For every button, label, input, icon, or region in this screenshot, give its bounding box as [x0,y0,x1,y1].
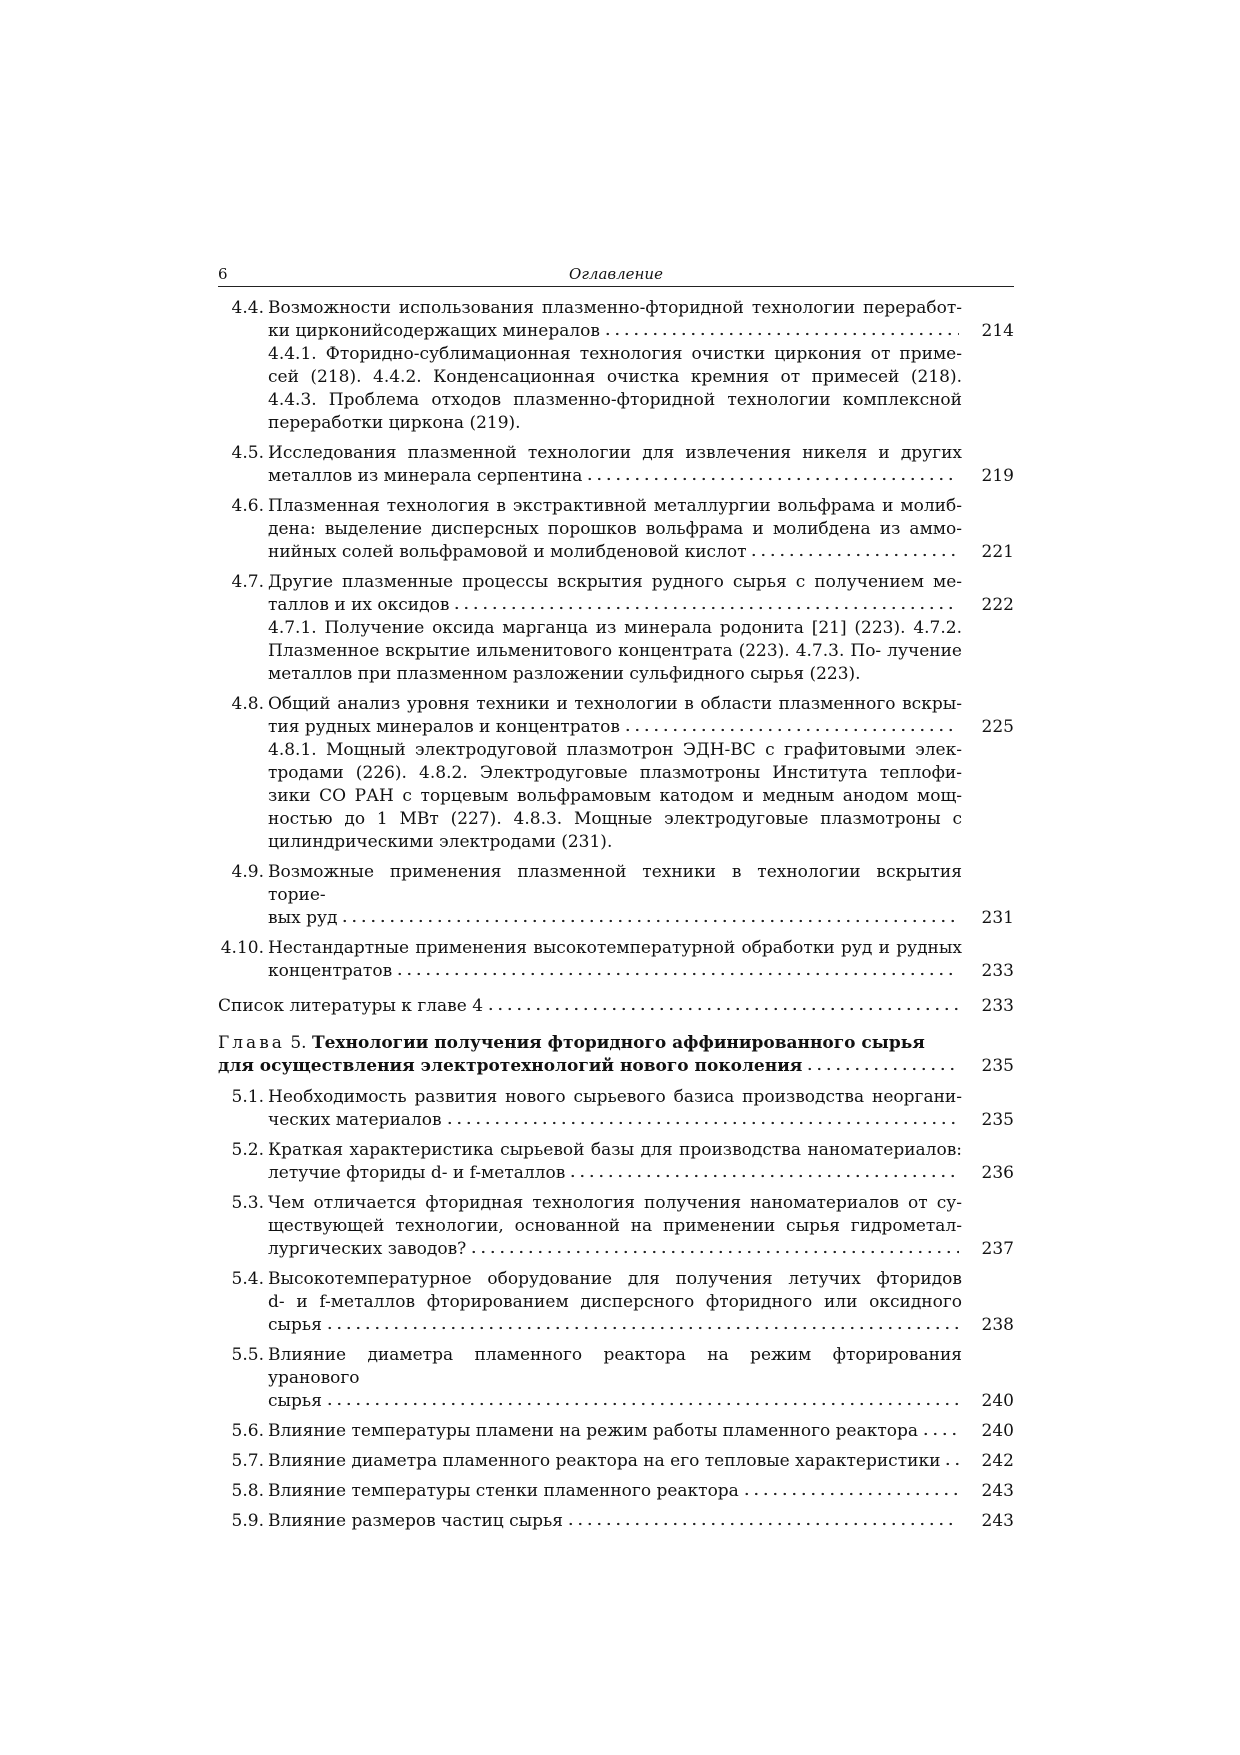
running-header [218,262,1014,287]
page-number: 6 [218,265,228,283]
toc-entry-last-line [268,907,962,930]
toc-entry-line: Общий анализ уровня техники и технологии в области плазменного вскры- [268,694,962,714]
toc-entry-line: Влияние диаметра пламенного реактора на его тепловые характеристики [268,1451,941,1471]
toc-entry-line: Необходимость развития нового сырьевого базиса производства неоргани- [268,1087,962,1107]
toc-entry-title [268,1139,962,1185]
toc-entry-title [268,571,962,617]
leader-dots [340,916,959,926]
leader-dots [921,1429,959,1439]
toc-subsections: 4.8.1. Мощный электродуговой плазмотрон ЭДН-ВС с графитовыми элек- тродами (226). 4.8.2. Электродуговые плазмотроны Института теплофи- зики СО РАН с торцевым вольфрамовым катодом и медным анодом мощ- ностью до 1 МВт (227). 4.8.3. Мощные электродуговые плазмотроны с цилиндрическими электродами (231). [268,740,962,852]
toc-entry-title [268,1192,962,1261]
leader-dots [486,1004,959,1014]
toc-entry-number: 4.8. [231,694,264,714]
table-of-contents [218,297,1014,1533]
toc-entry-line: ществующей технологии, основанной на применении сырья гидрометал- [268,1216,962,1236]
leader-dots [603,329,959,339]
toc-references-entry[interactable] [218,995,1014,1018]
toc-entry-number: 5.7. [231,1451,264,1471]
toc-entry-last-line [268,1390,962,1413]
chapter-title-line2: для осуществления электротехнологий нового поколения [218,1056,803,1076]
toc-entry-line: Исследования плазменной технологии для извлечения никеля и других [268,443,962,463]
toc-page-number: 235 [981,1056,1014,1076]
toc-entry-title [268,693,962,739]
toc-entry[interactable] [218,1192,1014,1261]
toc-entry-number: 5.5. [231,1345,264,1365]
toc-entry-number: 4.9. [231,862,264,882]
toc-page-number: 238 [981,1315,1014,1335]
toc-entry-last-line [268,541,962,564]
toc-page-number: 225 [981,717,1014,737]
leader-dots [805,1064,959,1074]
toc-entry-line: Возможности использования плазменно-фторидной технологии переработ- [268,298,962,318]
toc-entry-line: Высокотемпературное оборудование для получения летучих фторидов [268,1269,962,1289]
leader-dots [445,1118,959,1128]
toc-entry-number: 5.2. [231,1140,264,1160]
toc-entry[interactable] [218,1086,1014,1132]
toc-entry-title [268,1480,962,1503]
toc-page-number: 231 [981,908,1014,928]
toc-entry-line: Влияние температуры пламени на режим работы пламенного реактора [268,1421,918,1441]
toc-entry-last-line [268,1510,962,1533]
toc-entry-line: Влияние температуры стенки пламенного реактора [268,1481,739,1501]
toc-entry-number: 4.6. [231,496,264,516]
toc-entry-title [268,297,962,343]
toc-entry[interactable] [218,693,1014,854]
leader-dots [943,1459,959,1469]
toc-page-number: 240 [981,1391,1014,1411]
toc-entry-line: Краткая характеристика сырьевой базы для производства наноматериалов: [268,1140,962,1160]
toc-entry-line: металлов из минерала серпентина [268,466,583,486]
toc-entry-last-line [268,1420,962,1443]
toc-entry-last-line [268,1480,962,1503]
toc-entry-last-line [268,320,962,343]
toc-entry[interactable] [218,1450,1014,1473]
toc-entry-line: Чем отличается фторидная технология получения наноматериалов от су- [268,1193,962,1213]
toc-entry-number: 4.4. [231,298,264,318]
toc-entry-line: концентратов [268,961,393,981]
toc-page-number: 233 [981,996,1014,1016]
leader-dots [749,550,959,560]
toc-entry-title [268,937,962,983]
toc-entry-line: сырья [268,1391,322,1411]
toc-page-number: 240 [981,1421,1014,1441]
toc-subsections: 4.7.1. Получение оксида марганца из минерала родонита [21] (223). 4.7.2. Плазменное вскрытие ильменитового концентрата (223). 4.7.3. По- лучение металлов при плазменном разложении сульфидного сырья (223). [268,618,962,684]
toc-entry[interactable] [218,1268,1014,1337]
chapter-title-line1: Технологии получения фторидного аффинированного сырья [311,1033,925,1053]
toc-entry-line: лургических заводов? [268,1239,467,1259]
toc-entry-number: 5.9. [231,1511,264,1531]
toc-entry-number: 5.3. [231,1193,264,1213]
toc-entry-line: ческих материалов [268,1110,442,1130]
toc-entry-last-line [268,1314,962,1337]
leader-dots [325,1323,959,1333]
running-title: Оглавление [569,265,663,283]
toc-entry-line: дена: выделение дисперсных порошков вольфрама и молибдена из аммо- [268,519,962,539]
toc-page-number: 243 [981,1511,1014,1531]
toc-page-number: 235 [981,1110,1014,1130]
toc-entry-line: Влияние размеров частиц сырья [268,1511,564,1531]
toc-entry-title [268,861,962,930]
chapter-prefix: Глава [218,1033,285,1053]
toc-entry-line: тия рудных минералов и концентратов [268,717,620,737]
toc-entry-line: сырья [268,1315,322,1335]
toc-entry-last-line [268,960,962,983]
toc-entry-title [268,1450,962,1473]
toc-page-number: 222 [981,595,1014,615]
toc-entry-number: 4.10. [220,938,264,958]
chapter-number: 5. [290,1033,307,1053]
toc-entry-line: Плазменная технология в экстрактивной металлургии вольфрама и молиб- [268,496,962,516]
toc-entry-last-line [268,716,962,739]
toc-section-5 [218,1086,1014,1533]
toc-entry-title [268,442,962,488]
toc-entry-number: 5.1. [231,1087,264,1107]
toc-entry-title [268,495,962,564]
toc-entry[interactable] [218,1139,1014,1185]
toc-page-number: 243 [981,1481,1014,1501]
toc-section-4 [218,297,1014,983]
toc-subsections: 4.4.1. Фторидно-сублимационная технология очистки циркония от приме- сей (218). 4.4.2. Конденсационная очистка кремния от примесей (218). 4.4.3. Проблема отходов плазменно-фторидной технологии комплексной переработки циркона (219). [268,344,962,433]
leader-dots [742,1489,959,1499]
toc-page-number: 233 [981,961,1014,981]
toc-entry-number: 5.6. [231,1421,264,1441]
toc-entry-line: летучие фториды d- и f-металлов [268,1163,566,1183]
leader-dots [469,1247,959,1257]
toc-entry-line: Нестандартные применения высокотемпературной обработки руд и рудных [268,938,962,958]
toc-page [218,262,1014,1540]
toc-entry-line: таллов и их оксидов [268,595,450,615]
toc-entry-title [268,1344,962,1413]
toc-entry[interactable] [218,297,1014,435]
toc-entry[interactable] [218,1344,1014,1413]
toc-entry-title [268,1420,962,1443]
references-text: Список литературы к главе 4 [218,996,484,1016]
toc-chapter-5[interactable] [218,1032,1014,1078]
toc-entry-last-line [268,594,962,617]
toc-page-number: 221 [981,542,1014,562]
toc-page-number: 214 [981,321,1014,341]
toc-entry[interactable] [218,571,1014,686]
toc-entry[interactable] [218,937,1014,983]
leader-dots [566,1519,959,1529]
toc-page-number: 236 [981,1163,1014,1183]
toc-entry[interactable] [218,442,1014,488]
toc-entry-number: 5.8. [231,1481,264,1501]
toc-entry-title [268,1510,962,1533]
toc-entry-number: 4.7. [231,572,264,592]
toc-entry[interactable] [218,1420,1014,1443]
toc-entry-number: 4.5. [231,443,264,463]
toc-entry-title [268,1268,962,1337]
toc-entry-last-line [268,1450,962,1473]
toc-entry-line: вых руд [268,908,338,928]
toc-page-number: 237 [981,1239,1014,1259]
toc-page-number: 242 [981,1451,1014,1471]
toc-entry[interactable] [218,1480,1014,1503]
toc-entry-last-line [268,1162,962,1185]
leader-dots [395,969,959,979]
toc-entry-title [268,1086,962,1132]
toc-entry-last-line [268,1238,962,1261]
toc-entry-last-line [268,465,962,488]
toc-entry[interactable] [218,861,1014,930]
leader-dots [568,1171,959,1181]
toc-entry-number: 5.4. [231,1269,264,1289]
toc-entry-line: нийных солей вольфрамовой и молибденовой кислот [268,542,747,562]
leader-dots [585,474,959,484]
leader-dots [452,603,959,613]
leader-dots [325,1399,959,1409]
toc-entry-line: ки цирконийсодержащих минералов [268,321,600,341]
leader-dots [623,725,959,735]
toc-entry-last-line [268,1109,962,1132]
toc-entry[interactable] [218,495,1014,564]
toc-entry-line: Влияние диаметра пламенного реактора на режим фторирования уранового [268,1345,962,1388]
toc-entry-line: Другие плазменные процессы вскрытия рудного сырья с получением ме- [268,572,962,592]
toc-page-number: 219 [981,466,1014,486]
toc-entry[interactable] [218,1510,1014,1533]
toc-entry-line: Возможные применения плазменной техники в технологии вскрытия торие- [268,862,962,905]
toc-entry-line: d- и f-металлов фторированием дисперсного фторидного или оксидного [268,1292,962,1312]
